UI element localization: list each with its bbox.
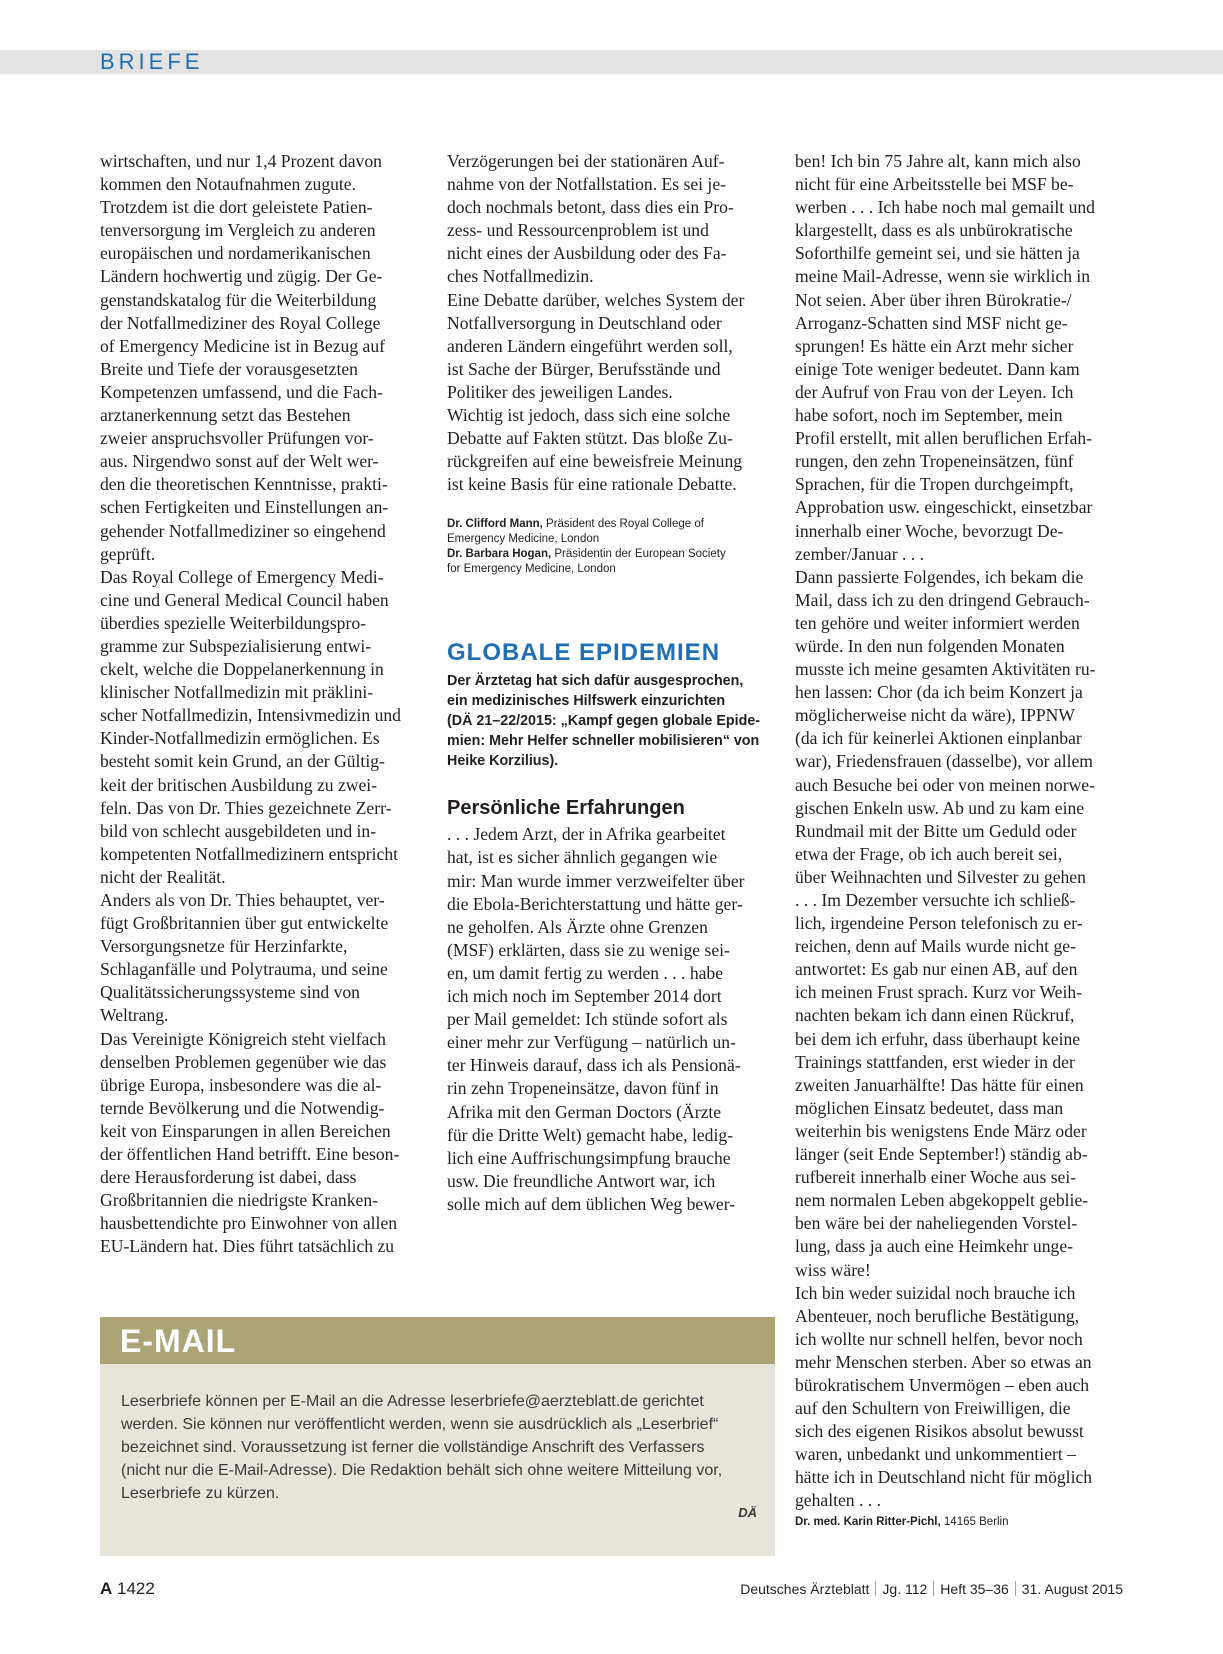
text-line: ben wäre bei der naheliegenden Vorstel- <box>795 1213 1078 1234</box>
text-line: Leserbriefe zu kürzen. <box>121 1485 280 1502</box>
email-box-signature: DÄ <box>738 1505 757 1520</box>
text-line: denselben Problemen gegenüber wie das <box>100 1051 387 1072</box>
text-line: Leserbriefe können per E-Mail an die Adresse leserbriefe@aerzteblatt.de gerichtet <box>121 1393 704 1410</box>
text-line: Das Royal College of Emergency Medi- <box>100 566 384 587</box>
letter-text <box>447 823 779 1216</box>
text-line: rückgreifen auf eine beweisfreie Meinung <box>447 451 743 472</box>
text-line: Politiker des jeweiligen Landes. <box>447 381 673 402</box>
text-line: Verzögerungen bei der stationären Auf- <box>447 151 725 171</box>
text-line: etwa der Frage, ob ich auch bereit sei, <box>795 843 1063 864</box>
text-line: aus. Nirgendwo sonst auf der Welt wer- <box>100 451 379 472</box>
text-line: waren, unbedankt und unkommentiert – <box>795 1444 1076 1465</box>
text-line: (nicht nur die E-Mail-Adresse). Die Redaktion behält sich ohne weitere Mitteilung vor, <box>121 1462 723 1479</box>
signature <box>447 517 779 547</box>
text-line: geprüft. <box>100 543 156 564</box>
text-line: nicht für eine Arbeitsstelle bei MSF be- <box>795 174 1074 195</box>
text-line: nahme von der Notfallstation. Es sei je- <box>447 174 726 195</box>
text-line: Anders als von Dr. Thies behauptet, ver- <box>100 890 385 910</box>
text-line: hätte ich in Deutschland nicht für möglich <box>795 1467 1093 1488</box>
divider <box>875 1581 876 1596</box>
page-number <box>100 1579 155 1599</box>
text-line: klargestellt, dass es als unbürokratische <box>795 220 1073 241</box>
text-line: schen Fertigkeiten und Einstellungen an- <box>100 497 389 518</box>
text-line: rufbereit innerhalb einer Woche aus sei- <box>795 1167 1077 1188</box>
text-line: Kompetenzen umfassend, und die Fach- <box>100 381 383 402</box>
text-line: würde. In den nun folgenden Monaten <box>795 635 1065 656</box>
signature-name: Dr. Clifford Mann, <box>447 518 543 531</box>
text-line: cine und General Medical Council haben <box>100 589 389 610</box>
text-line: hen lassen: Chor (da ich beim Konzert ja <box>795 682 1083 703</box>
letter-end-text <box>447 150 779 496</box>
text-line: Not seien. Aber über ihren Bürokratie-/ <box>795 289 1072 310</box>
letter-subhead: Persönliche Erfahrungen <box>447 797 685 820</box>
text-line: genstandskatalog für die Weiterbildung <box>100 289 377 310</box>
text-line: doch nochmals betont, dass dies ein Pro- <box>447 197 734 218</box>
text-line: (DÄ 21–22/2015: „Kampf gegen globale Epide- <box>447 713 761 729</box>
text-line: wiss wäre! <box>795 1259 871 1280</box>
text-line: übrige Europa, insbesondere was die al- <box>100 1074 382 1095</box>
text-line: hausbettendichte pro Einwohner von allen <box>100 1213 398 1234</box>
text-line: länger (seit Ende September!) ständig ab- <box>795 1144 1088 1165</box>
text-line: ne geholfen. Als Ärzte ohne Grenzen <box>447 916 708 937</box>
text-line: Eine Debatte darüber, welches System der <box>447 289 745 310</box>
text-line: einige Tote weniger bedeutet. Dann kam <box>795 358 1080 379</box>
text-line: Breite und Tiefe der vorausgesetzten <box>100 358 358 379</box>
text-line: innerhalb einer Woche, bevorzugt De- <box>795 520 1064 541</box>
page-letter: A <box>100 1579 113 1598</box>
text-line: en, um damit fertig zu werden . . . habe <box>447 962 724 983</box>
journal-date: 31. August 2015 <box>1021 1581 1123 1597</box>
text-line: Arroganz-Schatten sind MSF nicht ge- <box>795 312 1068 333</box>
text-line: (da ich für keinerlei Aktionen einplanbar <box>795 728 1082 749</box>
text-line: gramme zur Subspezialisierung entwi- <box>100 635 372 656</box>
text-line: der öffentlichen Hand betrifft. Eine beson- <box>100 1144 400 1165</box>
text-line: werden. Sie können nur veröffentlicht werden, wenn sie ausdrücklich als „Leserbrief“ <box>121 1416 719 1433</box>
text-line: Sprachen, für die Tropen durchgeimpft, <box>795 474 1074 495</box>
text-line: mien: Mehr Helfer schneller mobilisieren“ von <box>447 732 760 749</box>
text-line: sprungen! Es hätte ein Arzt mehr sicher <box>795 335 1074 356</box>
text-line: per Mail gemeldet: Ich stünde sofort als <box>447 1009 728 1030</box>
text-line: werben . . . Ich habe noch mal gemailt und <box>795 197 1095 218</box>
text-line: nicht eines der Ausbildung oder des Fa- <box>447 243 727 264</box>
text-line: antwortet: Es gab nur einen AB, auf den <box>795 959 1078 980</box>
text-line: of Emergency Medicine ist in Bezug auf <box>100 335 385 356</box>
text-line: Profil erstellt, mit allen beruflichen Erfah- <box>795 428 1093 449</box>
text-line: hat, ist es sicher ähnlich gegangen wie <box>447 847 718 868</box>
text-line: Dann passierte Folgendes, ich bekam die <box>795 566 1084 587</box>
text-line: über Weihnachten und Silvester zu gehen <box>795 866 1086 887</box>
text-line: der Notfallmediziner des Royal College <box>100 312 381 333</box>
text-line: Weltrang. <box>100 1005 169 1026</box>
text-line: rin zehn Tropeneinsätze, davon fünf in <box>447 1078 719 1099</box>
text-line: Heike Korzilius). <box>447 752 559 769</box>
text-line: bezeichnet sind. Voraussetzung ist ferner die vollständige Anschrift des Verfassers <box>121 1439 705 1456</box>
text-line: dere Herausforderung ist dabei, dass <box>100 1167 357 1188</box>
email-box-title: E-MAIL <box>120 1323 237 1359</box>
text-line: mir: Man wurde immer verzweifelter über <box>447 870 745 891</box>
text-line: habe sofort, noch im September, mein <box>795 405 1063 426</box>
page-number-value: 1422 <box>117 1579 155 1598</box>
text-line: europäischen und nordamerikanischen <box>100 243 371 264</box>
text-line: Soforthilfe gemeint sei, und sie hätten ja <box>795 243 1080 264</box>
text-line: Ich bin weder suizidal noch brauche ich <box>795 1282 1076 1303</box>
text-line: fügt Großbritannien über gut entwickelte <box>100 913 389 934</box>
text-line: ich mich noch im September 2014 dort <box>447 986 722 1007</box>
text-line: Mail, dass ich zu den dringend Gebrauch- <box>795 589 1090 610</box>
column-1 <box>100 150 432 1259</box>
signature-name: Dr. med. Karin Ritter-Pichl, <box>795 1515 941 1528</box>
text-line: (MSF) erklärten, dass sie zu wenige sei- <box>447 939 730 960</box>
text-line: scher Notfallmedizin, Intensivmedizin und <box>100 705 401 726</box>
text-line: Qualitätssicherungssysteme sind von <box>100 982 360 1003</box>
text-line: kommen den Notaufnahmen zugute. <box>100 174 357 195</box>
text-line: weiterhin bis wenigstens Ende März oder <box>795 1120 1087 1141</box>
journal-name: Deutsches Ärzteblatt <box>740 1581 870 1597</box>
text-line: für die Dritte Welt) gemacht habe, ledig- <box>447 1124 734 1145</box>
text-line: ten gehöre und weiter informiert werden <box>795 612 1080 633</box>
signature <box>447 547 779 577</box>
text-line: zweier anspruchsvoller Prüfungen vor- <box>100 428 374 449</box>
text-line: der Aufruf von Frau von der Leyen. Ich <box>795 381 1074 402</box>
text-line: ckelt, welche die Doppelanerkennung in <box>100 659 384 680</box>
text-line: zweiten Januarhälfte! Das hätte für einen <box>795 1074 1084 1095</box>
email-info-box <box>100 1317 775 1556</box>
text-line: . . . Im Dezember versuchte ich schließ- <box>795 890 1076 910</box>
text-line: lung, dass ja auch eine Heimkehr unge- <box>795 1236 1073 1257</box>
signature-place: 14165 Berlin <box>940 1515 1009 1528</box>
text-line: EU-Ländern hat. Dies führt tatsächlich zu <box>100 1236 395 1257</box>
text-line: Abenteuer, noch berufliche Bestätigung, <box>795 1305 1080 1326</box>
text-line: auch Besuche bei oder von meinen norwe- <box>795 774 1095 795</box>
text-line: tenversorgung im Vergleich zu anderen <box>100 220 376 241</box>
text-line: . . . Jedem Arzt, der in Afrika gearbeitet <box>447 824 726 845</box>
journal-info <box>740 1581 1123 1597</box>
text-line: ches Notfallmedizin. <box>447 266 594 287</box>
text-line: wirtschaften, und nur 1,4 Prozent davon <box>100 151 382 171</box>
text-line: reichen, denn auf Mails wurde nicht ge- <box>795 936 1076 957</box>
signature-role: Präsident des Royal College of <box>542 518 704 531</box>
text-line: ein medizinisches Hilfswerk einzurichten <box>447 693 726 710</box>
text-line: gehalten . . . <box>795 1490 881 1511</box>
text-line: gischen Enkeln usw. Ab und zu kam eine <box>795 797 1085 818</box>
text-line: Wichtig ist jedoch, dass sich eine solche <box>447 405 731 426</box>
letter-signatures <box>447 517 779 577</box>
text-line: Schlaganfälle und Polytrauma, und seine <box>100 959 388 980</box>
signature-name: Dr. Barbara Hogan, <box>447 548 552 561</box>
section-label: BRIEFE <box>100 49 204 74</box>
text-line: kompetenten Notfallmedizinern entspricht <box>100 843 399 864</box>
text-line: nem normalen Leben abgekoppelt geblie- <box>795 1190 1089 1211</box>
text-line: klinischer Notfallmedizin mit präklini- <box>100 682 374 703</box>
text-line: rungen, den zehn Tropeneinsätzen, fünf <box>795 451 1074 472</box>
text-line: Trainings stattfanden, erst wieder in der <box>795 1051 1075 1072</box>
text-line: Afrika mit den German Doctors (Ärzte <box>447 1101 722 1122</box>
text-line: Großbritannien die niedrigste Kranken- <box>100 1190 378 1211</box>
topic-title: GLOBALE EPIDEMIEN <box>447 639 721 667</box>
text-line: den die theoretischen Kenntnisse, prakti- <box>100 474 388 495</box>
text-line: Approbation usw. eingeschickt, einsetzbar <box>795 497 1093 518</box>
text-line: auf den Schultern von Freiwilligen, die <box>795 1398 1071 1419</box>
text-line: besteht somit kein Grund, an der Gültig- <box>100 751 385 772</box>
text-line: meine Mail-Adresse, wenn sie wirklich in <box>795 266 1091 287</box>
text-line: ist keine Basis für eine rationale Debatte. <box>447 474 737 495</box>
letter-continued-text <box>795 150 1127 1513</box>
divider <box>933 1581 934 1596</box>
text-line: ich wollte nur schnell helfen, bevor noch <box>795 1328 1083 1349</box>
signature-role: Präsidentin der European Society <box>551 548 726 561</box>
text-line: ben! Ich bin 75 Jahre alt, kann mich also <box>795 151 1081 171</box>
text-line: zess- und Ressourcenproblem ist und <box>447 220 709 241</box>
text-line: möglicherweise nicht da wäre), IPPNW <box>795 705 1075 726</box>
text-line: zember/Januar . . . <box>795 543 924 564</box>
text-line: gehender Notfallmediziner so eingehend <box>100 520 386 541</box>
text-line: Ländern hochwertig und zügig. Der Ge- <box>100 266 383 287</box>
text-line: Trotzdem ist die dort geleistete Patien- <box>100 197 373 218</box>
text-line: überdies spezielle Weiterbildungspro- <box>100 612 366 633</box>
text-line: die Ebola-Berichterstattung und hätte ger- <box>447 893 743 914</box>
text-line: möglichen Einsatz bedeutet, dass man <box>795 1097 1064 1118</box>
text-line: lich eine Auffrischungsimpfung brauche <box>447 1147 731 1168</box>
text-line: mehr Menschen sterben. Aber so etwas an <box>795 1351 1092 1372</box>
text-line: anderen Ländern eingeführt werden soll, <box>447 335 733 356</box>
text-line: ter Hinweis darauf, dass ich als Pensionä- <box>447 1055 741 1076</box>
text-line: usw. Die freundliche Antwort war, ich <box>447 1170 716 1191</box>
text-line: Versorgungsnetze für Herzinfarkte, <box>100 936 348 957</box>
text-line: Der Ärztetag hat sich dafür ausgesprochen, <box>447 673 744 690</box>
text-line: ich meinen Frust sprach. Kurz vor Weih- <box>795 982 1083 1003</box>
text-line: einer mehr zur Verfügung – natürlich un- <box>447 1032 736 1053</box>
column-3 <box>795 150 1127 1530</box>
text-line: war), Friedensfrauen (dasselbe), vor allem <box>795 751 1093 772</box>
text-line: Kinder-Notfallmedizin ermöglichen. Es <box>100 728 380 749</box>
signature-affiliation: Emergency Medicine, London <box>447 533 600 546</box>
text-line: bild von schlecht ausgebildeten und in- <box>100 820 377 841</box>
text-line: feln. Das von Dr. Thies gezeichnete Zerr- <box>100 797 392 818</box>
text-line: ist Sache der Bürger, Berufsstände und <box>447 358 721 379</box>
text-line: musste ich meine gesamten Aktivitäten ru- <box>795 659 1096 680</box>
letter-signature <box>795 1515 1127 1530</box>
topic-intro <box>447 672 779 771</box>
signature-affiliation: for Emergency Medicine, London <box>447 563 616 576</box>
email-box-header <box>100 1317 775 1364</box>
text-line: bei dem ich erfuhr, dass überhaupt keine <box>795 1028 1081 1049</box>
text-line: lich, irgendeine Person telefonisch zu er- <box>795 913 1083 934</box>
divider <box>1015 1581 1016 1596</box>
text-line: Notfallversorgung in Deutschland oder <box>447 312 722 333</box>
text-line: ternde Bevölkerung und die Notwendig- <box>100 1097 385 1118</box>
text-line: sich des eigenen Risikos absolut bewusst <box>795 1421 1084 1442</box>
text-line: keit von Einsparungen in allen Bereichen <box>100 1120 391 1141</box>
text-line: Debatte auf Fakten stützt. Das bloße Zu- <box>447 428 733 449</box>
column-2 <box>447 150 779 1216</box>
text-line: Das Vereinigte Königreich steht vielfach <box>100 1028 386 1049</box>
text-line: Rundmail mit der Bitte um Geduld oder <box>795 820 1077 841</box>
text-line: solle mich auf dem üblichen Weg bewer- <box>447 1193 736 1214</box>
text-line: nicht der Realität. <box>100 866 226 887</box>
journal-volume: Jg. 112 <box>882 1581 928 1597</box>
email-box-text <box>121 1390 722 1505</box>
text-line: bürokratischem Unvermögen – eben auch <box>795 1374 1090 1395</box>
text-line: arztanerkennung setzt das Bestehen <box>100 405 351 426</box>
text-line: nachten bekam ich dann einen Rückruf, <box>795 1005 1075 1026</box>
text-line: keit der britischen Ausbildung zu zwei- <box>100 774 378 795</box>
journal-issue: Heft 35–36 <box>940 1581 1009 1597</box>
